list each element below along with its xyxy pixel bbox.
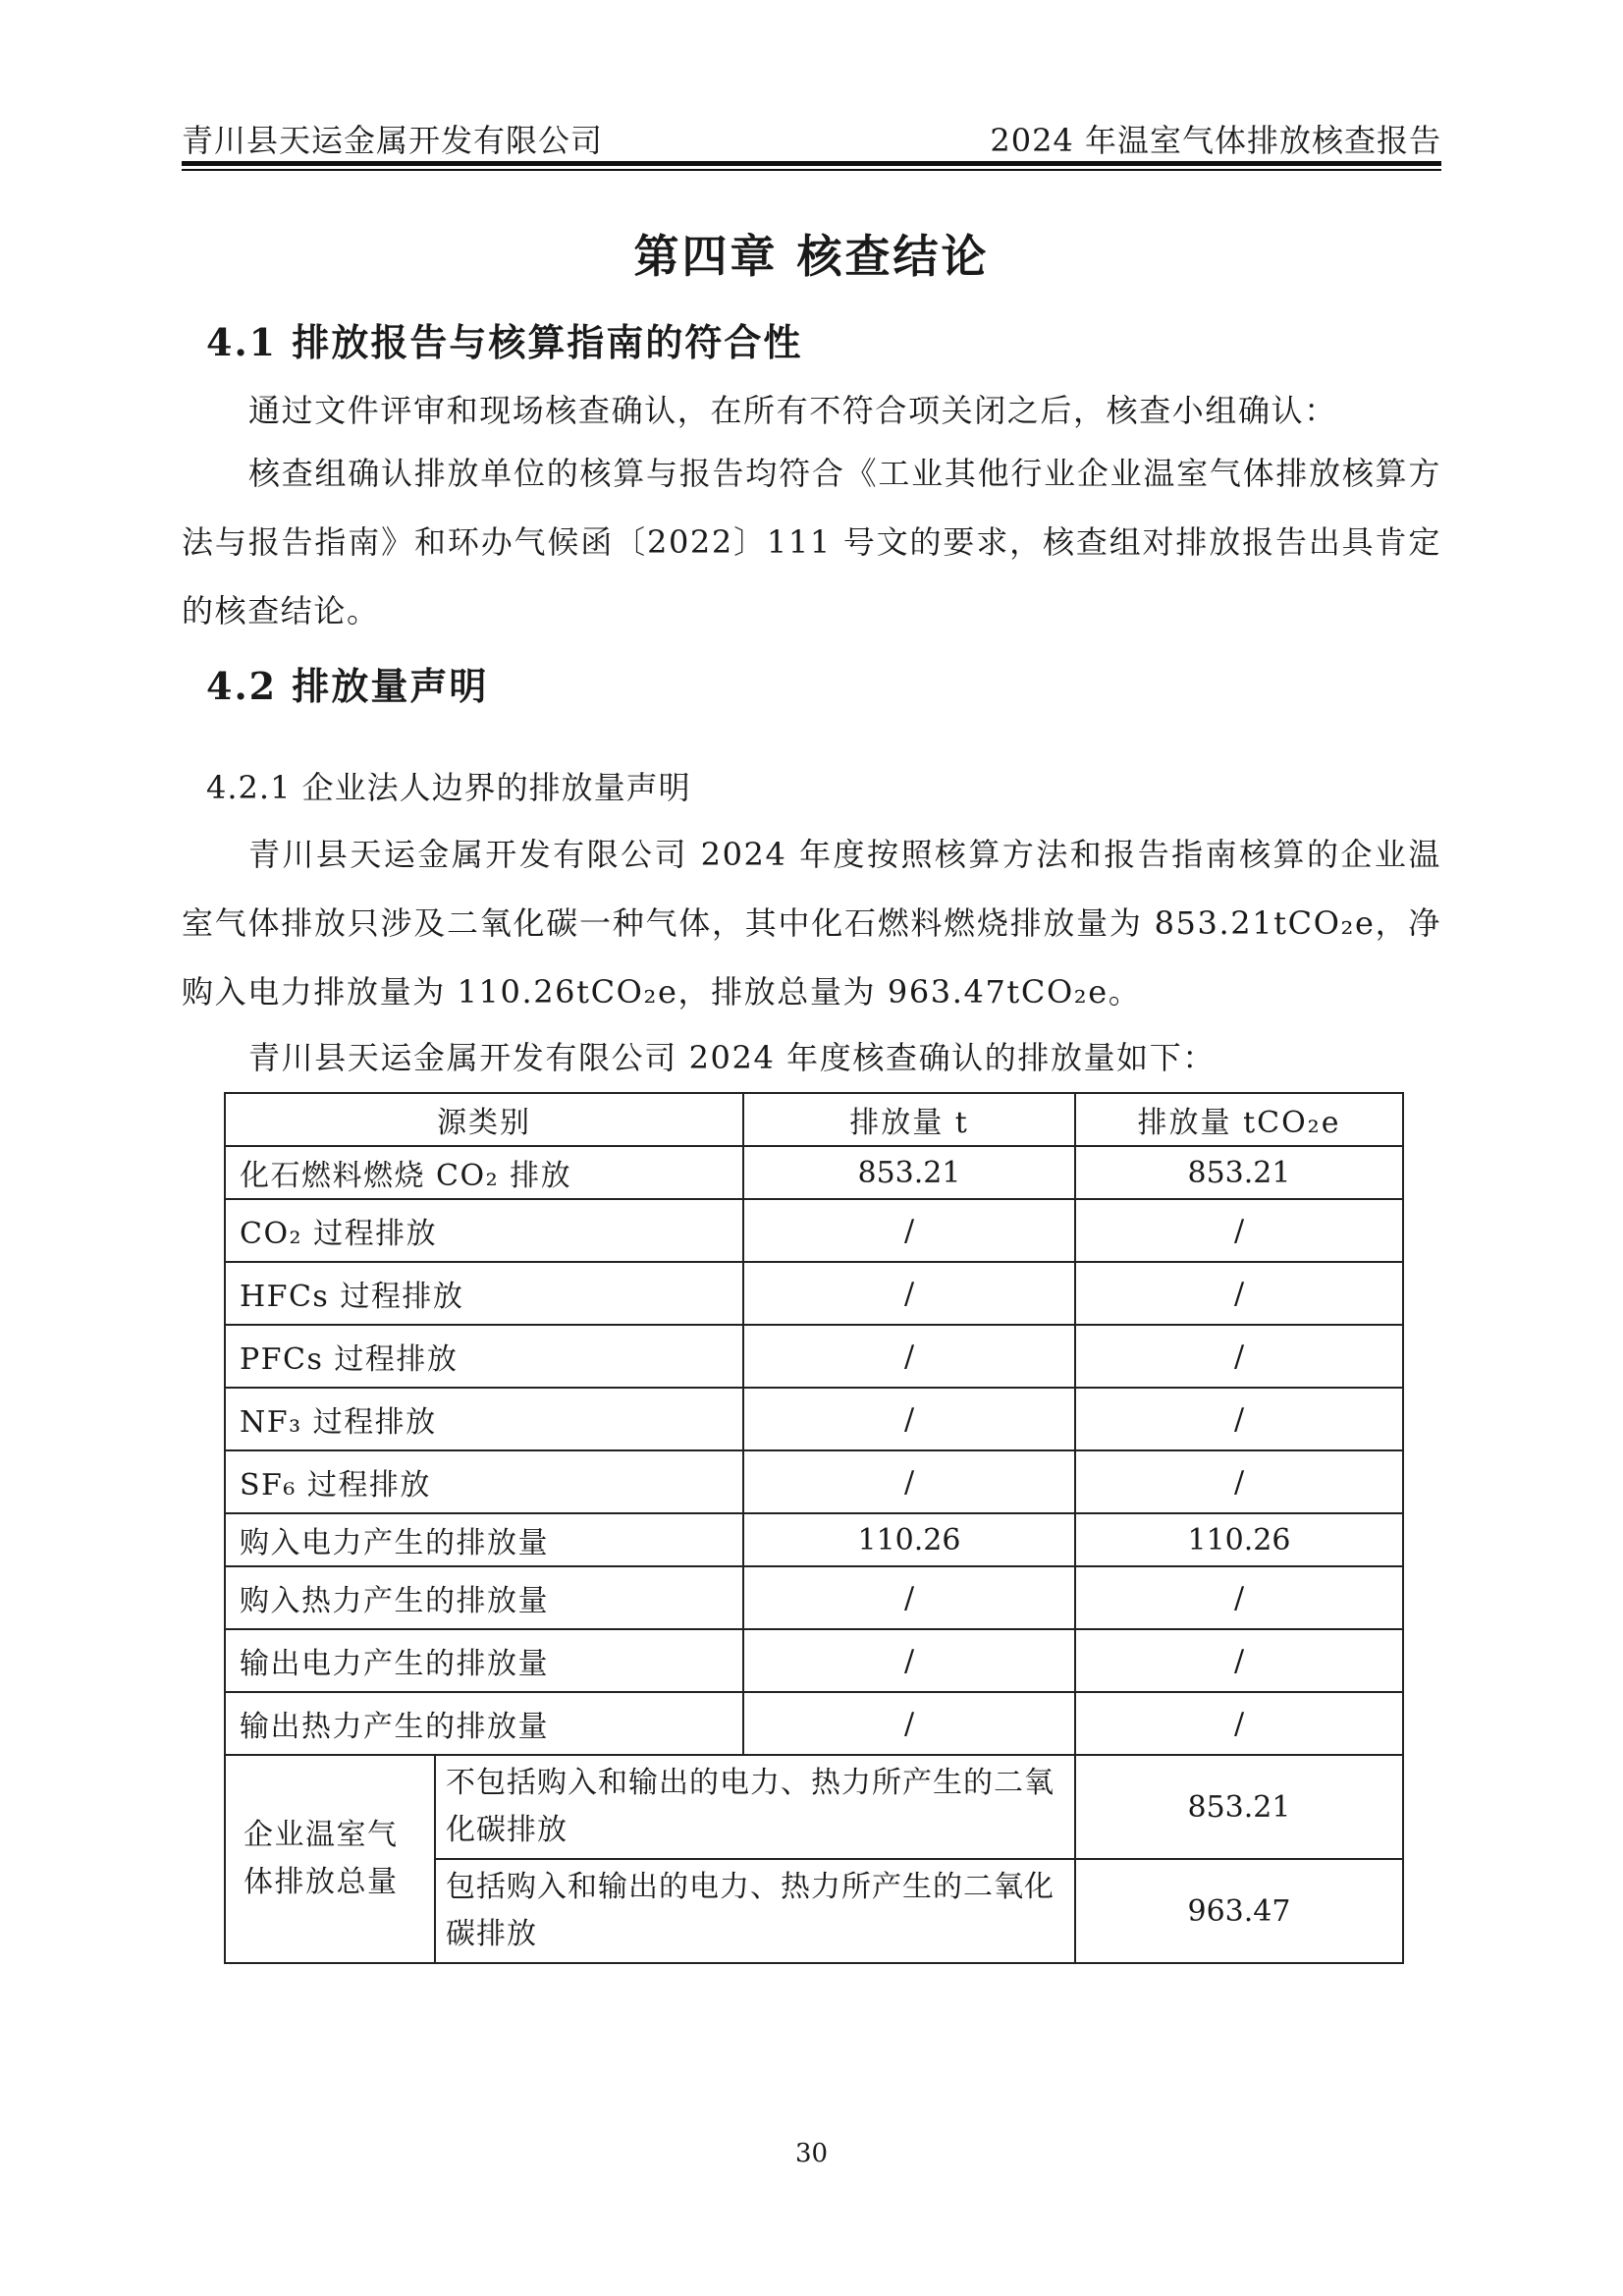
table-row — [225, 1388, 1403, 1450]
total-sub-label: 不包括购入和输出的电力、热力所产生的二氧化碳排放 — [435, 1755, 1075, 1859]
section-4-2-para-2: 青川县天运金属开发有限公司 2024 年度核查确认的排放量如下： — [248, 1039, 1216, 1076]
emissions-table — [224, 1092, 1404, 1964]
row-label: SF₆ 过程排放 — [225, 1450, 743, 1513]
total-row — [225, 1755, 1403, 1859]
total-sub-label: 包括购入和输出的电力、热力所产生的二氧化碳排放 — [435, 1859, 1075, 1963]
table-row — [225, 1566, 1403, 1629]
header-rule-thin — [182, 169, 1441, 171]
row-label: PFCs 过程排放 — [225, 1325, 743, 1388]
total-value: 963.47 — [1075, 1859, 1403, 1963]
section-4-1-heading: 4.1 排放报告与核算指南的符合性 — [206, 320, 803, 364]
total-label: 企业温室气体排放总量 — [225, 1755, 435, 1963]
table-row — [225, 1262, 1403, 1325]
row-value-t: / — [743, 1566, 1075, 1629]
total-value: 853.21 — [1075, 1755, 1403, 1859]
row-value-co2e: / — [1075, 1325, 1403, 1388]
row-value-t: / — [743, 1388, 1075, 1450]
row-label: 化石燃料燃烧 CO₂ 排放 — [225, 1146, 743, 1199]
section-4-2-1-heading: 4.2.1 企业法人边界的排放量声明 — [206, 769, 691, 806]
row-label: CO₂ 过程排放 — [225, 1199, 743, 1262]
table-row — [225, 1199, 1403, 1262]
row-value-t: / — [743, 1692, 1075, 1755]
section-4-2-heading: 4.2 排放量声明 — [206, 664, 489, 708]
section-4-1-para-2: 核查组确认排放单位的核算与报告均符合《工业其他行业企业温室气体排放核算方法与报告指南》和环办气候函〔2022〕111 号文的要求，核查组对排放报告出具肯定的核查结论。 — [182, 455, 1441, 629]
row-value-co2e: 853.21 — [1075, 1146, 1403, 1199]
table-row — [225, 1629, 1403, 1692]
table-row — [225, 1325, 1403, 1388]
header-report-title: 2024 年温室气体排放核查报告 — [990, 122, 1441, 159]
col-header-co2e: 排放量 tCO₂e — [1075, 1093, 1403, 1146]
row-value-co2e: / — [1075, 1629, 1403, 1692]
col-header-t: 排放量 t — [743, 1093, 1075, 1146]
table-row — [225, 1146, 1403, 1199]
row-value-t: 110.26 — [743, 1513, 1075, 1566]
header-rule-thick — [182, 161, 1441, 166]
table-row — [225, 1450, 1403, 1513]
row-value-co2e: / — [1075, 1388, 1403, 1450]
table-header-row — [225, 1093, 1403, 1146]
row-value-co2e: / — [1075, 1566, 1403, 1629]
row-label: NF₃ 过程排放 — [225, 1388, 743, 1450]
row-label: 购入电力产生的排放量 — [225, 1513, 743, 1566]
row-label: 输出电力产生的排放量 — [225, 1629, 743, 1692]
row-value-t: / — [743, 1199, 1075, 1262]
row-label: 购入热力产生的排放量 — [225, 1566, 743, 1629]
section-4-1-para-1: 通过文件评审和现场核查确认，在所有不符合项关闭之后，核查小组确认： — [248, 392, 1337, 429]
row-value-co2e: / — [1075, 1692, 1403, 1755]
row-value-t: 853.21 — [743, 1146, 1075, 1199]
row-value-t: / — [743, 1450, 1075, 1513]
page-number: 30 — [794, 2139, 829, 2168]
row-value-co2e: 110.26 — [1075, 1513, 1403, 1566]
row-value-co2e: / — [1075, 1450, 1403, 1513]
chapter-title: 第四章 核查结论 — [633, 230, 990, 283]
row-value-t: / — [743, 1325, 1075, 1388]
col-header-source: 源类别 — [225, 1093, 743, 1146]
table-row — [225, 1692, 1403, 1755]
row-label: 输出热力产生的排放量 — [225, 1692, 743, 1755]
row-value-t: / — [743, 1629, 1075, 1692]
row-value-co2e: / — [1075, 1199, 1403, 1262]
row-label: HFCs 过程排放 — [225, 1262, 743, 1325]
row-value-co2e: / — [1075, 1262, 1403, 1325]
section-4-2-para-1: 青川县天运金属开发有限公司 2024 年度按照核算方法和报告指南核算的企业温室气体排放只涉及二氧化碳一种气体，其中化石燃料燃烧排放量为 853.21tCO₂e，净购入电力排放量为 110.26tCO₂e，排放总量为 963.47tCO₂e。 — [182, 836, 1441, 1011]
table-row — [225, 1513, 1403, 1566]
row-value-t: / — [743, 1262, 1075, 1325]
header-company: 青川县天运金属开发有限公司 — [182, 122, 604, 159]
